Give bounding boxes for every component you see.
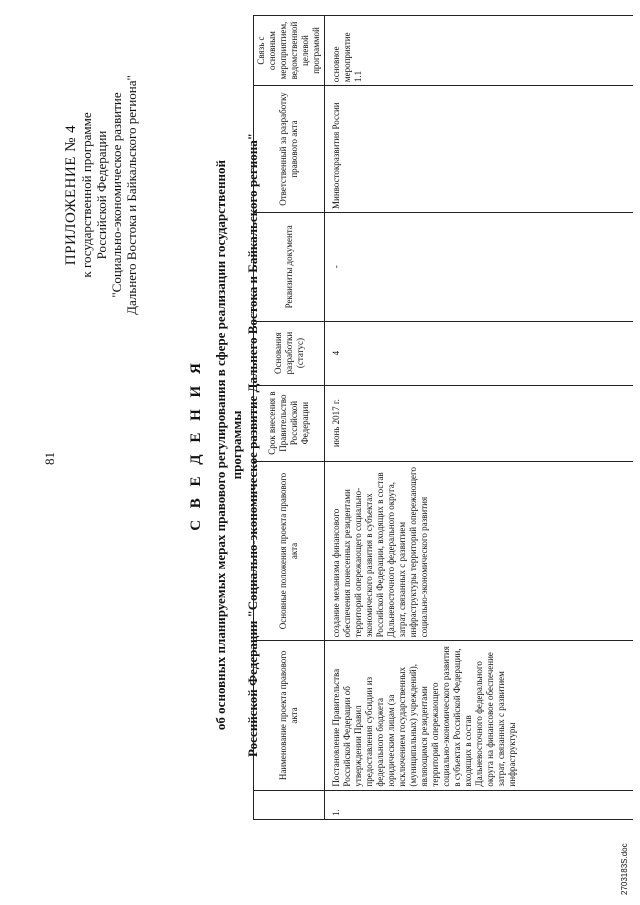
cell-term: июнь 2017 г. [325,385,634,461]
table-row [325,16,634,820]
header-requisites: Реквизиты документа [254,212,325,321]
heading-title: С В Е Д Е Н И Я [188,359,204,531]
header-num [254,790,325,819]
header-term: Срок внесения в Правительство Российской Федерации [254,385,325,461]
header-provisions: Основные положения проекта правового акта [254,461,325,641]
measures-table [253,15,633,820]
file-reference: 2703183S.doc [620,843,629,895]
appendix-block [64,45,139,345]
heading-line: Российской Федерации "Социально-экономическое развитие Дальнего Востока и Байкальского региона" [245,133,260,757]
header-basis: Основания разработки (статус) [254,321,325,385]
appendix-line: "Социально-экономическое развитие [109,92,124,298]
cell-name: Постановление Правительства Российской Федерации об утверждении Правил предоставления субсидии из федерального бюджета юридическим лицам (за исключением государственных (муниципальных) учреждений), являющимся резидентами территорий опережающего социально-экономического развития в субъектах Российской Федерации, входящих в состав Дальневосточного федерального округа на финансовое обеспечение затрат, связанных с развитием инфраструктуры [325,641,634,790]
heading-line: об основных планируемых мерах правового регулирования в сфере реализации государственной программы [213,159,244,731]
cell-requisites: - [325,212,634,321]
cell-basis: 4 [325,321,634,385]
cell-link: основное мероприятие 1.1 [325,16,634,86]
appendix-title: ПРИЛОЖЕНИЕ № 4 [63,124,79,266]
appendix-line: к государственной программе [79,112,94,278]
appendix-line: Дальнего Востока и Байкальского региона" [124,75,139,315]
header-link: Связь с основным мероприятием, ведомственной целевой программой [254,16,325,86]
cell-provisions: создание механизма финансового обеспечения понесенных резидентами территорий опережающего социально-экономического развития в субъектах Российской Федерации, входящих в состав Дальневосточного федерального округа, затрат, связанных с развитием инфраструктуры территорий опережающего социально-экономического развития [325,461,634,641]
document-heading [188,125,261,765]
appendix-line: Российской Федерации [94,130,109,260]
cell-num: 1. [325,790,634,819]
page-number: 81 [42,452,57,465]
header-responsible: Ответственный за разработку правового акта [254,86,325,213]
header-name: Наименование проекта правового акта [254,641,325,790]
table-header-row [254,16,325,820]
cell-responsible: Минвостокразвития России [325,86,634,213]
